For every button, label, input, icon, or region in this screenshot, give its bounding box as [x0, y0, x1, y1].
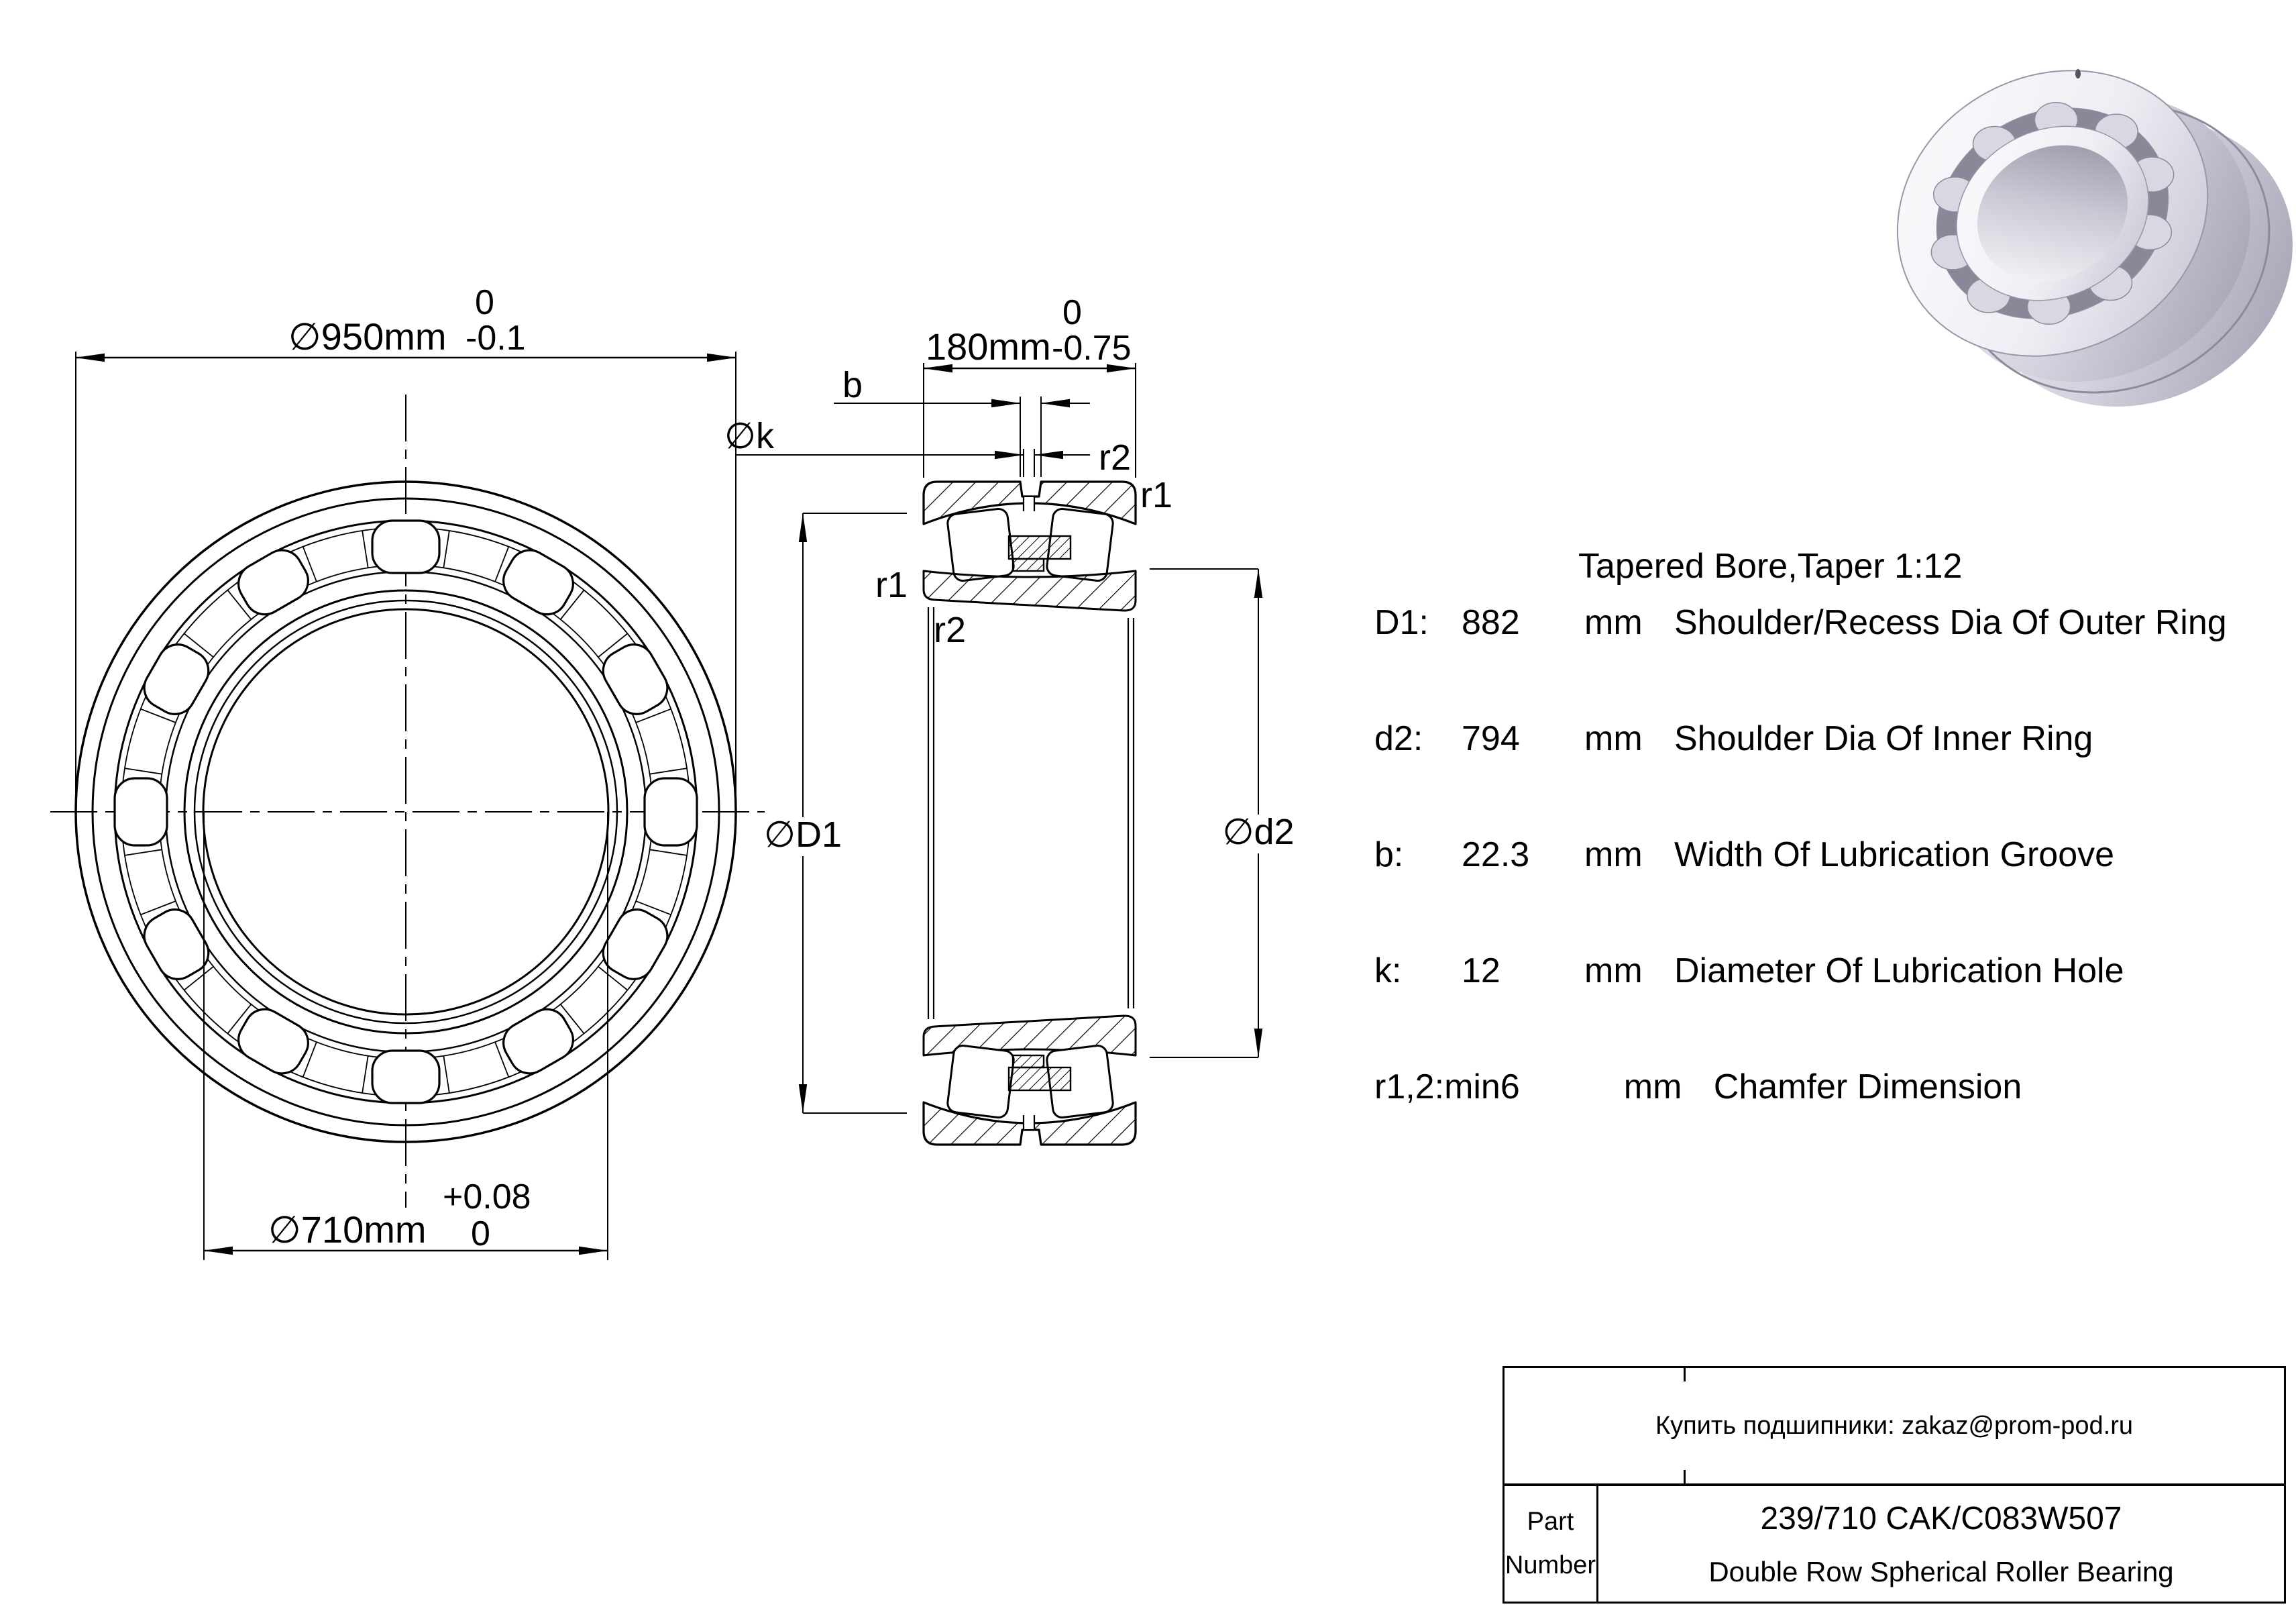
lubrication-hole-bottom: [1024, 1116, 1034, 1129]
bearing-3d-render: [1847, 17, 2296, 460]
roller: [645, 778, 697, 845]
spec-param-value: 22.3: [1462, 835, 1530, 874]
spec-param-desc: Shoulder/Recess Dia Of Outer Ring: [1674, 603, 2227, 642]
spec-row-d2: [1374, 719, 2093, 759]
cage-pocket-bar: [125, 849, 162, 855]
bore-silhouette-lines: [928, 607, 1134, 1019]
title-block-tick-middle: [1684, 1470, 1686, 1483]
spec-param-label: D1:: [1374, 603, 1429, 642]
spec-param-value: 12: [1462, 951, 1500, 990]
bearing-3d-lubrication-hole-dot: [2075, 69, 2081, 78]
section-view: [724, 293, 1306, 1145]
d1-dimension-label: ∅D1: [763, 815, 842, 855]
part-description: Double Row Spherical Roller Bearing: [1708, 1555, 2174, 1587]
spec-param-value: min6: [1444, 1067, 1520, 1106]
cage-pocket-bar: [650, 849, 687, 855]
chamfer-r1-label-right: r1: [1140, 475, 1173, 515]
groove-width-dimension: [834, 397, 1090, 477]
bore-tolerance-upper: +0.08: [443, 1177, 531, 1216]
chamfer-r2-label-left: r2: [934, 610, 967, 650]
spec-param-unit: mm: [1584, 951, 1643, 990]
groove-width-label: b: [842, 365, 863, 405]
spec-param-unit: mm: [1584, 719, 1643, 758]
cage-section-bottom-tab: [1013, 1055, 1044, 1067]
spec-param-label: d2:: [1374, 719, 1423, 758]
front-view: [50, 283, 765, 1260]
lubrication-hole-top: [1024, 497, 1034, 511]
spec-param-desc: Diameter Of Lubrication Hole: [1674, 951, 2124, 990]
chamfer-r2-label-right: r2: [1099, 437, 1132, 478]
width-dimension-label: 180mm: [926, 325, 1051, 368]
od-tolerance-lower: -0.1: [466, 319, 526, 358]
cage-section-bottom: [1009, 1067, 1071, 1090]
part-number-label: [1505, 1486, 1596, 1602]
spec-param-label: k:: [1374, 951, 1402, 990]
cage-pocket-bar: [362, 531, 368, 568]
roller: [115, 778, 167, 845]
cage-pocket-bar: [125, 768, 162, 774]
spec-param-desc: Chamfer Dimension: [1713, 1067, 2022, 1106]
part-number-cell: [1598, 1486, 2284, 1602]
cage-pocket-bar: [650, 768, 687, 774]
bore-dimension-label: ∅710mm: [268, 1208, 427, 1251]
section-roller-top-left: [946, 508, 1015, 582]
spec-param-desc: Shoulder Dia Of Inner Ring: [1674, 719, 2093, 758]
spec-heading: Tapered Bore,Taper 1:12: [1578, 547, 1963, 586]
od-tolerance-upper: 0: [475, 283, 494, 322]
chamfer-r1-label-left: r1: [875, 565, 908, 605]
width-tolerance-upper: 0: [1062, 293, 1082, 332]
bore-tolerance-lower: 0: [471, 1214, 490, 1253]
title-block-tick-top: [1684, 1368, 1686, 1381]
spec-param-label: b:: [1374, 835, 1404, 874]
inner-ring-top-section: [924, 571, 1136, 611]
spec-row-b: [1374, 835, 2114, 875]
spec-param-unit: mm: [1584, 835, 1643, 874]
supplier-email-line: Купить подшипники: zakaz@prom-pod.ru: [1655, 1411, 2134, 1440]
spec-row-r12: [1374, 1067, 2022, 1107]
spec-param-value: 882: [1462, 603, 1520, 642]
spec-param-unit: mm: [1584, 603, 1643, 642]
cage-section-top-tab: [1013, 559, 1044, 571]
width-tolerance-lower: -0.75: [1052, 329, 1132, 368]
cage-section-top: [1009, 536, 1071, 559]
hole-diameter-label: ∅k: [724, 416, 775, 456]
od-dimension-label: ∅950mm: [288, 315, 447, 358]
spec-param-unit: mm: [1623, 1067, 1682, 1106]
d2-dimension-label: ∅d2: [1222, 812, 1295, 852]
spec-row-D1: [1374, 603, 2227, 643]
cage-pocket-bar: [443, 1056, 449, 1093]
title-block: [1502, 1366, 2286, 1604]
part-number-value: 239/710 CAK/C083W507: [1760, 1500, 2122, 1536]
spec-row-k: [1374, 951, 2124, 991]
spec-param-value: 794: [1462, 719, 1520, 758]
roller: [372, 1051, 439, 1103]
cage-pocket-bar: [362, 1056, 368, 1093]
section-roller-bottom-left: [946, 1045, 1015, 1118]
roller: [372, 521, 439, 573]
spec-param-label: r1,2:: [1374, 1067, 1445, 1106]
part-number-label-line2: Number: [1505, 1551, 1596, 1579]
hole-diameter-dimension: [736, 449, 1090, 477]
cage-pocket-bar: [443, 531, 449, 568]
part-number-label-line1: Part: [1527, 1508, 1574, 1536]
spec-param-desc: Width Of Lubrication Groove: [1674, 835, 2115, 874]
